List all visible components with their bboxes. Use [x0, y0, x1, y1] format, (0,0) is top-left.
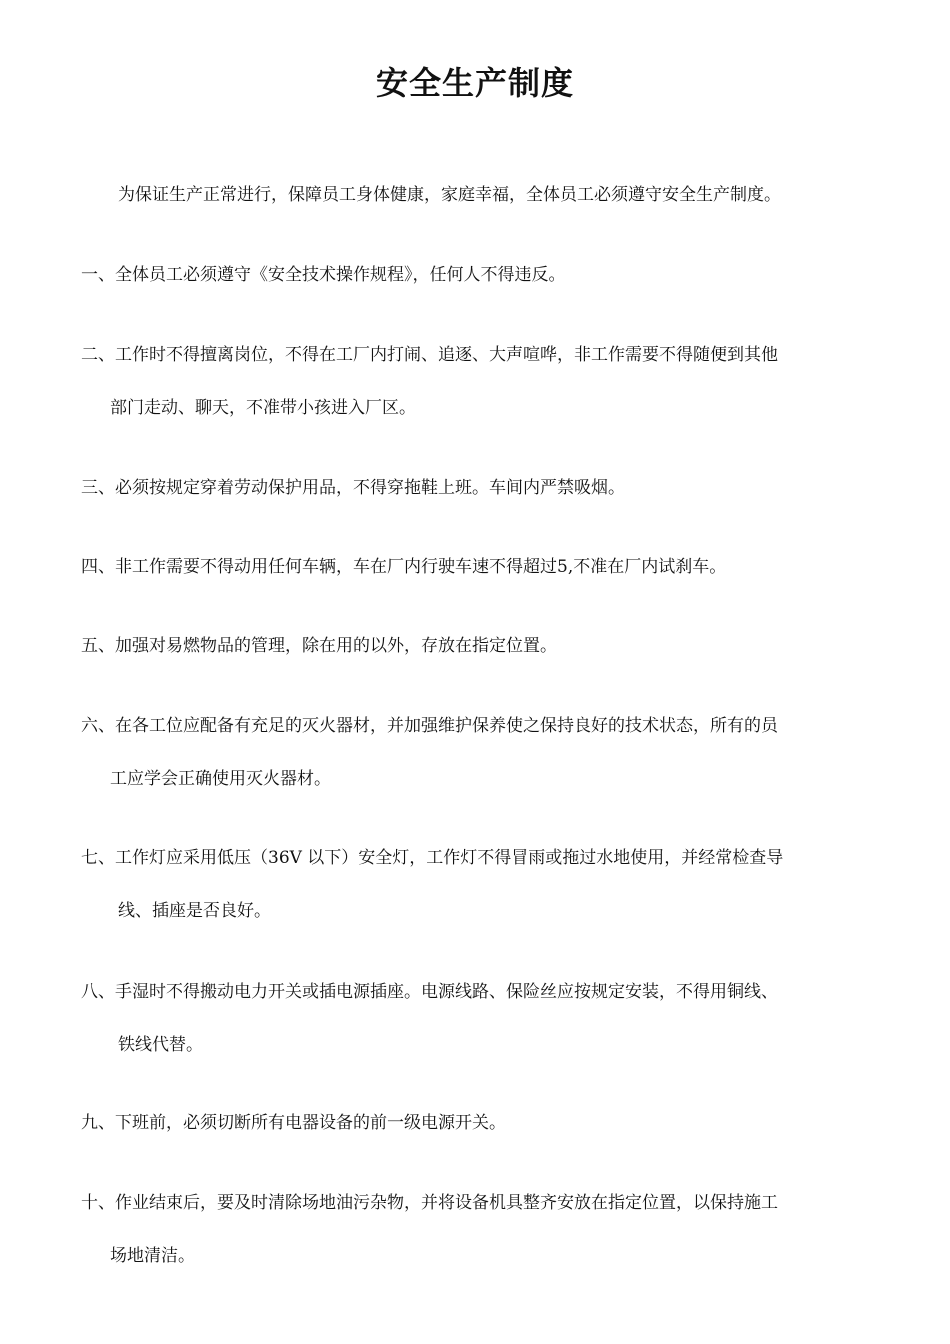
intro-paragraph: 为保证生产正常进行，保障员工身体健康，家庭幸福，全体员工必须遵守安全生产制度。 — [118, 185, 781, 205]
rule-5: 五、加强对易燃物品的管理，除在用的以外，存放在指定位置。 — [81, 636, 557, 656]
rule-10: 十、作业结束后，要及时清除场地油污杂物，并将设备机具整齐安放在指定位置，以保持施工 — [81, 1193, 778, 1213]
rule-2: 二、工作时不得擅离岗位，不得在工厂内打闹、追逐、大声喧哗，非工作需要不得随便到其他 — [81, 345, 778, 365]
rule-1: 一、全体员工必须遵守《安全技术操作规程》，任何人不得违反。 — [81, 265, 566, 285]
document-title: 安全生产制度 — [375, 64, 574, 102]
rule-3: 三、必须按规定穿着劳动保护用品，不得穿拖鞋上班。车间内严禁吸烟。 — [81, 478, 625, 498]
rule-6-continuation: 工应学会正确使用灭火器材。 — [110, 769, 331, 789]
rule-8-continuation: 铁线代替。 — [118, 1035, 203, 1055]
rule-10-continuation: 场地清洁。 — [110, 1246, 195, 1266]
rule-6: 六、在各工位应配备有充足的灭火器材，并加强维护保养使之保持良好的技术状态，所有的员 — [81, 716, 778, 736]
rule-7: 七、工作灯应采用低压（36V 以下）安全灯，工作灯不得冒雨或拖过水地使用，并经常检查导 — [81, 848, 784, 868]
rule-7-continuation: 线、插座是否良好。 — [118, 901, 271, 921]
rule-8: 八、手湿时不得搬动电力开关或插电源插座。电源线路、保险丝应按规定安装，不得用铜线、 — [81, 982, 778, 1002]
rule-9: 九、下班前，必须切断所有电器设备的前一级电源开关。 — [81, 1113, 506, 1133]
rule-4: 四、非工作需要不得动用任何车辆，车在厂内行驶车速不得超过5,不准在厂内试刹车。 — [81, 557, 727, 577]
rule-2-continuation: 部门走动、聊天，不准带小孩进入厂区。 — [110, 398, 416, 418]
